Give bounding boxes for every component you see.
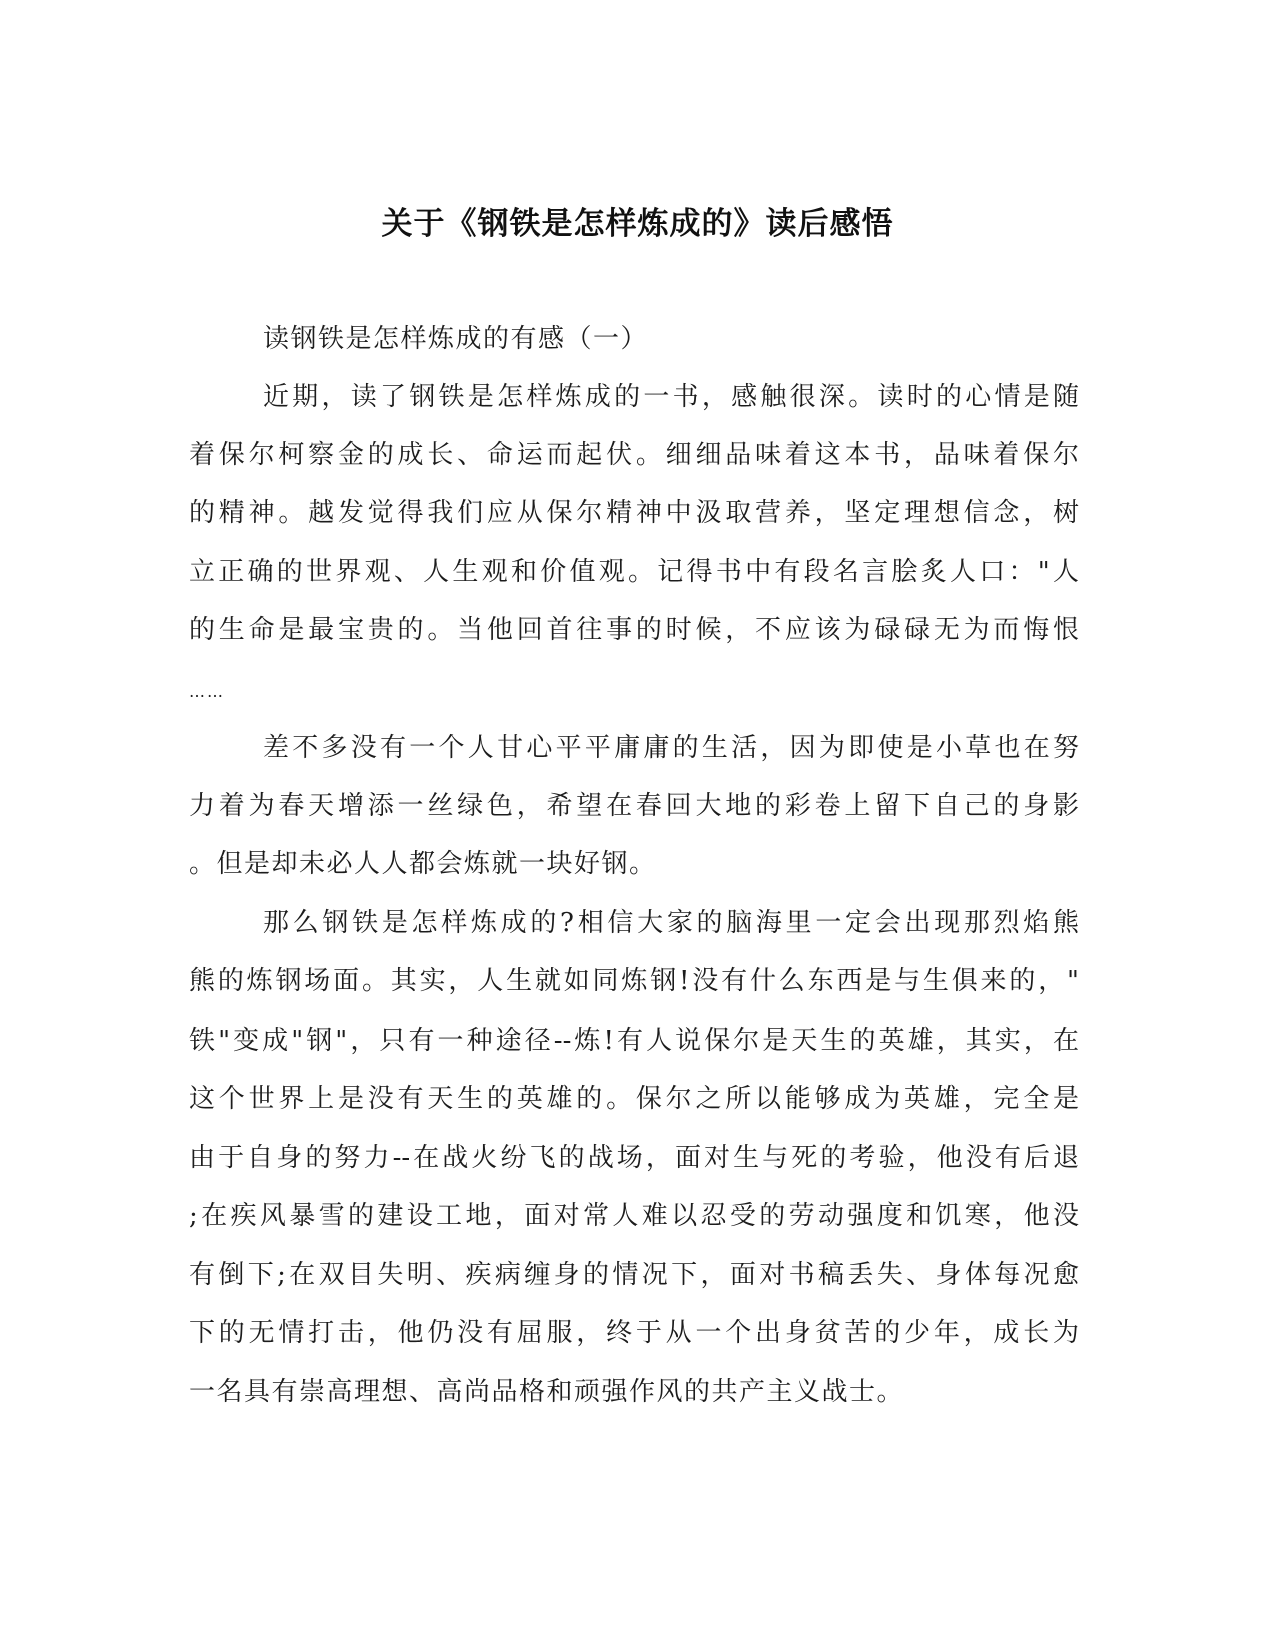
section-heading: 读钢铁是怎样炼成的有感（一）: [263, 324, 649, 354]
paragraph-line: 立正确的世界观、人生观和价值观。记得书中有段名言脍炙人口："人: [189, 557, 1079, 587]
paragraph-line: 的精神。越发觉得我们应从保尔精神中汲取营养，坚定理想信念，树: [189, 498, 1079, 528]
document-title: 关于《钢铁是怎样炼成的》读后感悟: [381, 206, 894, 242]
paragraph-line: 铁"变成"钢"，只有一种途径--炼!有人说保尔是天生的英雄，其实，在: [189, 1026, 1079, 1056]
paragraph-line: 那么钢铁是怎样炼成的?相信大家的脑海里一定会出现那烈焰熊: [263, 908, 1079, 938]
paragraph-line: 熊的炼钢场面。其实，人生就如同炼钢!没有什么东西是与生俱来的，": [189, 966, 1079, 996]
paragraph-line: 一名具有崇高理想、高尚品格和顽强作风的共产主义战士。: [189, 1377, 905, 1407]
paragraph-ellipsis: ……: [189, 682, 225, 701]
paragraph-line: 由于自身的努力--在战火纷飞的战场，面对生与死的考验，他没有后退: [189, 1143, 1079, 1173]
paragraph-line: 着保尔柯察金的成长、命运而起伏。细细品味着这本书，品味着保尔: [189, 440, 1079, 470]
paragraph-line: 力着为春天增添一丝绿色，希望在春回大地的彩卷上留下自己的身影: [189, 791, 1079, 821]
paragraph-line: 。但是却未必人人都会炼就一块好钢。: [189, 849, 657, 879]
paragraph-line: 的生命是最宝贵的。当他回首往事的时候，不应该为碌碌无为而悔恨: [189, 615, 1079, 645]
paragraph-line: 近期，读了钢铁是怎样炼成的一书，感触很深。读时的心情是随: [263, 382, 1079, 412]
paragraph-line: 这个世界上是没有天生的英雄的。保尔之所以能够成为英雄，完全是: [189, 1084, 1079, 1114]
paragraph-line: 下的无情打击，他仍没有屈服，终于从一个出身贫苦的少年，成长为: [189, 1318, 1079, 1348]
paragraph-line: ;在疾风暴雪的建设工地，面对常人难以忍受的劳动强度和饥寒，他没: [189, 1201, 1079, 1231]
paragraph-line: 有倒下;在双目失明、疾病缠身的情况下，面对书稿丢失、身体每况愈: [189, 1260, 1079, 1290]
paragraph-line: 差不多没有一个人甘心平平庸庸的生活，因为即使是小草也在努: [263, 733, 1079, 763]
